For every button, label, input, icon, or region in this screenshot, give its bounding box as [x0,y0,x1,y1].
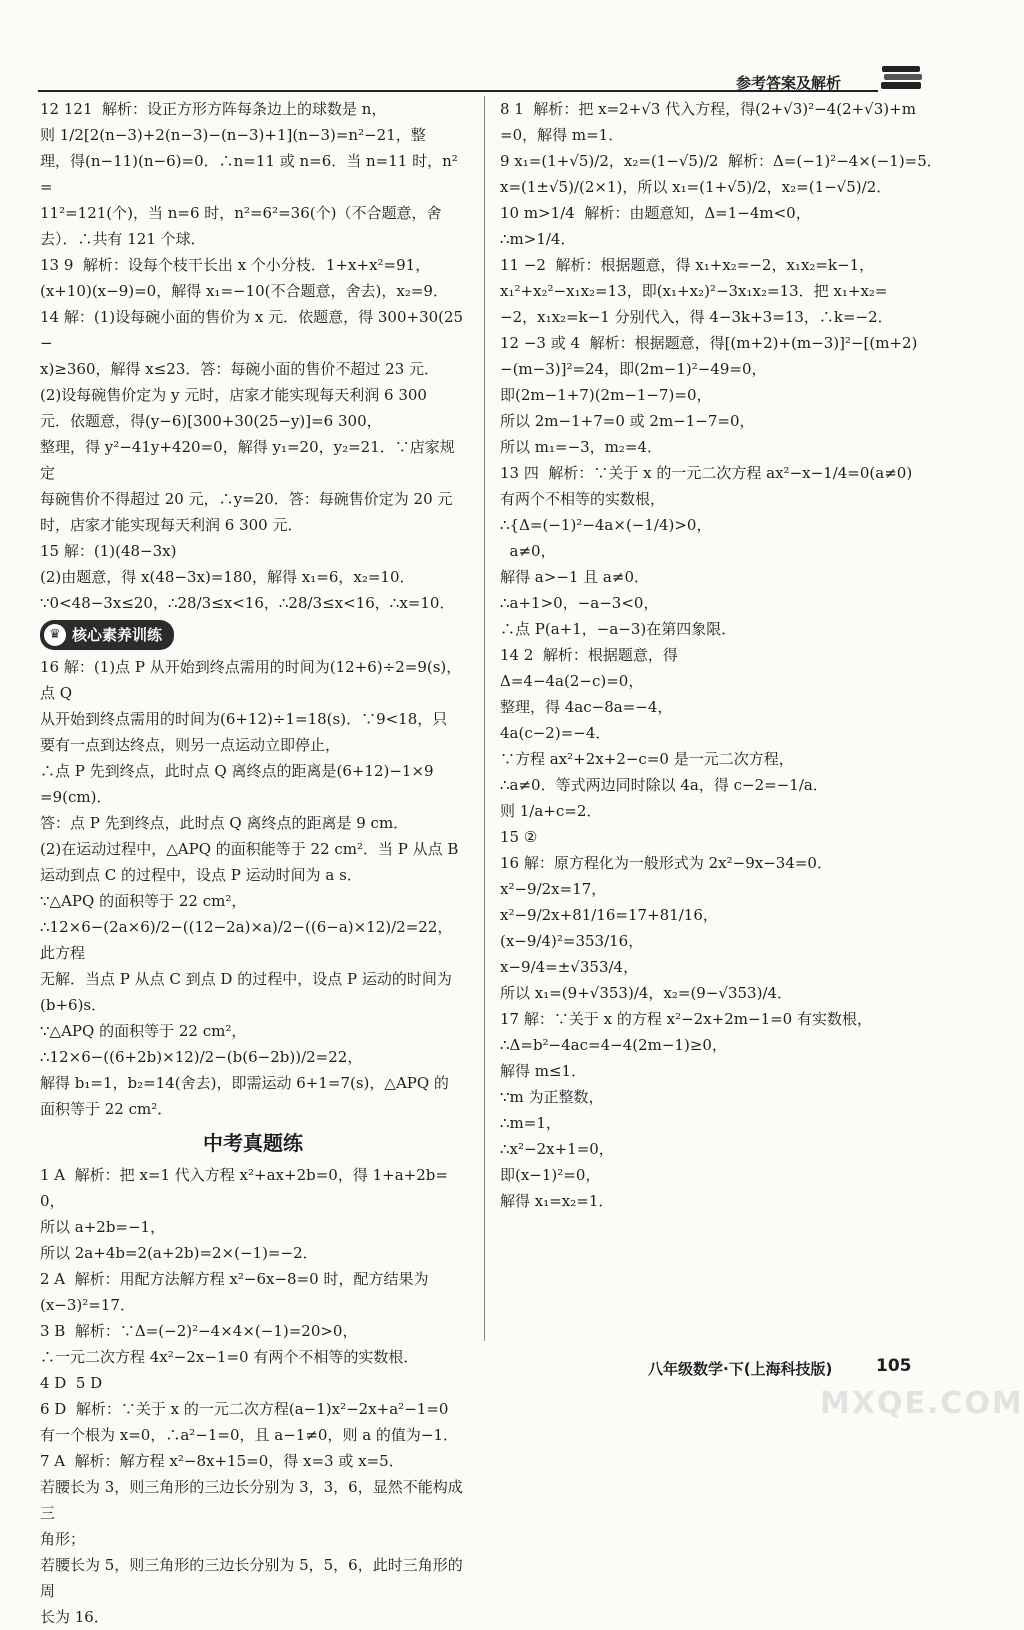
text-line: 15 解：(1)(48−3x) [40,542,177,560]
text-line: 长为 16． [40,1608,109,1626]
text-line: 10 m>1/4 解析：由题意知，Δ=1−4m<0， [500,204,811,222]
text-line: (x+10)(x−9)=0，解得 x₁=−10(不合题意，舍去)，x₂=9． [40,282,448,300]
header-title: 参考答案及解析 [736,74,842,92]
text-line: 6 D 解析：∵关于 x 的一元二次方程(a−1)x²−2x+a²−1=0 [40,1400,449,1418]
text-line: x²−9/2x+81/16=17+81/16， [500,906,718,924]
page-number: 105 [876,1356,912,1376]
text-line: 整理，得 4ac−8a=−4， [500,698,673,716]
badge-label: 核心素养训练 [72,626,163,644]
text-line: 从开始到终点需用的时间为(6+12)÷1=18(s)．∵9<18，只 [40,710,448,728]
text-line: ∴12×6−((6+2b)×12)/2−(b(6−2b))/2=22， [40,1048,363,1066]
core-literacy-badge [40,620,174,650]
watermark-logo: MXQE.COM [820,1386,1024,1421]
text-line: 整理，得 y²−41y+420=0，解得 y₁=20，y₂=21．∵店家规定 [40,438,455,482]
text-line: x₁²+x₂²−x₁x₂=13，即(x₁+x₂)²−3x₁x₂=13．把 x₁+x₂= [500,282,888,300]
text-line: 时，店家才能实现每天利润 6 300 元． [40,516,303,534]
text-line: ∴x²−2x+1=0， [500,1140,614,1158]
text-line: x)≥360，解得 x≤23．答：每碗小面的售价不超过 23 元． [40,360,440,378]
text-line: 13 9 解析：设每个枝干长出 x 个小分枝．1+x+x²=91， [40,256,431,274]
text-line: 14 解：(1)设每碗小面的售价为 x 元．依题意，得 300+30(25− [40,308,464,352]
text-line: 7 A 解析：解方程 x²−8x+15=0，得 x=3 或 x=5． [40,1452,404,1470]
text-line: 则 1/2[2(n−3)+2(n−3)−(n−3)+1](n−3)=n²−21，整 [40,126,426,144]
text-line: ∴Δ=b²−4ac=4−4(2m−1)≥0， [500,1036,727,1054]
text-line: 解得 m≤1． [500,1062,587,1080]
text-line: ∵方程 ax²+2x+2−c=0 是一元二次方程， [500,750,794,768]
left-column [40,96,466,1630]
text-line: 8 1 解析：把 x=2+√3 代入方程，得(2+√3)²−4(2+√3)+m [500,100,916,118]
text-line: 运动到点 C 的过程中，设点 P 运动时间为 a s． [40,866,362,884]
text-line: (x−3)²=17． [40,1296,135,1314]
text-line: (b+6)s． [40,996,107,1014]
text-line: 面积等于 22 cm²． [40,1100,173,1118]
text-line: ∴m>1/4． [500,230,576,248]
text-line: 有两个不相等的实数根， [500,490,666,508]
text-line: (2)设每碗售价定为 y 元时，店家才能实现每天利润 6 300 [40,386,427,404]
text-line: 16 解：(1)点 P 从开始到终点需用的时间为(12+6)÷2=9(s)，点 Q [40,658,462,702]
text-line: 所以 m₁=−3，m₂=4． [500,438,663,456]
text-line: ∵△APQ 的面积等于 22 cm²， [40,892,247,910]
text-line: 2 A 解析：用配方法解方程 x²−6x−8=0 时，配方结果为 [40,1270,429,1288]
text-line: 4a(c−2)=−4． [500,724,611,742]
text-line: 理，得(n−11)(n−6)=0．∴n=11 或 n=6．当 n=11 时，n²= [40,152,458,196]
text-line: 有一个根为 x=0，∴a²−1=0，且 a−1≠0，则 a 的值为−1． [40,1426,459,1444]
text-line: 无解．当点 P 从点 C 到点 D 的过程中，设点 P 运动的时间为 [40,970,452,988]
text-line: ∵△APQ 的面积等于 22 cm²， [40,1022,247,1040]
text-line: 3 B 解析：∵Δ=(−2)²−4×4×(−1)=20>0， [40,1322,358,1340]
text-line: 13 四 解析：∵关于 x 的一元二次方程 ax²−x−1/4=0(a≠0) [500,464,913,482]
text-line: 解得 b₁=1，b₂=14(舍去)，即需运动 6+1=7(s)，△APQ 的 [40,1074,449,1092]
text-line: 11 −2 解析：根据题意，得 x₁+x₂=−2，x₁x₂=k−1， [500,256,875,274]
text-line: =0，解得 m=1． [500,126,624,144]
text-line: ∵0<48−3x≤20，∴28/3≤x<16，∴28/3≤x<16，∴x=10． [40,594,455,612]
text-line: ∵m 为正整数， [500,1088,604,1106]
right-column [500,96,950,1214]
text-line: 要有一点到达终点，则另一点运动立即停止， [40,736,341,754]
text-line: 所以 x₁=(9+√353)/4，x₂=(9−√353)/4． [500,984,793,1002]
text-line: 即(x−1)²=0， [500,1166,601,1184]
text-line: 角形； [40,1530,86,1548]
text-line: ∴m=1， [500,1114,561,1132]
text-line: 11²=121(个)，当 n=6 时，n²=6²=36(个)（不合题意，舍 [40,204,442,222]
book-stack-icon [880,64,924,92]
text-line: ∴{Δ=(−1)²−4a×(−1/4)>0， [500,516,712,534]
text-line: x−9/4=±√353/4， [500,958,639,976]
text-line: ∴一元二次方程 4x²−2x−1=0 有两个不相等的实数根． [40,1348,419,1366]
text-line: 14 2 解析：根据题意，得 [500,646,678,664]
text-line: 所以 2m−1+7=0 或 2m−1−7=0， [500,412,755,430]
text-line: 12 121 解析：设正方形方阵每条边上的球数是 n， [40,100,387,118]
text-line: 则 1/a+c=2． [500,802,602,820]
column-divider [484,96,485,1341]
text-line: 答：点 P 先到终点，此时点 Q 离终点的距离是 9 cm． [40,814,409,832]
text-line: ∴点 P 先到终点，此时点 Q 离终点的距离是(6+12)−1×9 [40,762,434,780]
text-line: 元．依题意，得(y−6)[300+30(25−y)]=6 300， [40,412,382,430]
text-line: ∴点 P(a+1，−a−3)在第四象限． [500,620,737,638]
text-line: −(m−3)]²=24，即(2m−1)²−49=0， [500,360,767,378]
text-line: 15 ② [500,828,538,846]
text-line: 即(2m−1+7)(2m−1−7)=0， [500,386,712,404]
text-line: a≠0， [500,542,556,560]
crown-icon: ♛ [44,624,66,646]
text-line: Δ=4−4a(2−c)=0， [500,672,644,690]
text-line: ∴a+1>0，−a−3<0， [500,594,659,612]
text-line: 解得 a>−1 且 a≠0． [500,568,649,586]
text-line: 9 x₁=(1+√5)/2，x₂=(1−√5)/2 解析：Δ=(−1)²−4×(−1)=5． [500,152,942,170]
text-line: ∴12×6−(2a×6)/2−((12−2a)×a)/2−((6−a)×12)/2=22，此方程 [40,918,453,962]
text-line: 去）．∴共有 121 个球． [40,230,206,248]
text-line: −2，x₁x₂=k−1 分别代入，得 4−3k+3=13，∴k=−2． [500,308,893,326]
text-line: 1 A 解析：把 x=1 代入方程 x²+ax+2b=0，得 1+a+2b=0， [40,1166,448,1210]
text-line: 每碗售价不得超过 20 元，∴y=20．答：每碗售价定为 20 元 [40,490,453,508]
text-line: x=(1±√5)/(2×1)，所以 x₁=(1+√5)/2，x₂=(1−√5)/2． [500,178,892,196]
text-line: (x−9/4)²=353/16， [500,932,644,950]
section-title: 中考真题练 [203,1131,303,1155]
text-line: 16 解：原方程化为一般形式为 2x²−9x−34=0． [500,854,832,872]
text-line: =9(cm)． [40,788,112,806]
text-line: 所以 a+2b=−1， [40,1218,166,1236]
text-line: 所以 2a+4b=2(a+2b)=2×(−1)=−2． [40,1244,318,1262]
header-rule [38,90,878,92]
text-line: (2)由题意，得 x(48−3x)=180，解得 x₁=6，x₂=10． [40,568,415,586]
text-line: ∴a≠0．等式两边同时除以 4a，得 c−2=−1/a． [500,776,828,794]
text-line: 12 −3 或 4 解析：根据题意，得[(m+2)+(m−3)]²−[(m+2) [500,334,918,352]
text-line: 解得 x₁=x₂=1． [500,1192,614,1210]
text-line: 若腰长为 3，则三角形的三边长分别为 3，3，6，显然不能构成三 [40,1478,463,1522]
text-line: (2)在运动过程中，△APQ 的面积能等于 22 cm²．当 P 从点 B [40,840,459,858]
footer-book-title: 八年级数学·下(上海科技版) [648,1360,833,1378]
text-line: 17 解：∵关于 x 的方程 x²−2x+2m−1=0 有实数根， [500,1010,872,1028]
text-line: 4 D 5 D [40,1374,103,1392]
text-line: x²−9/2x=17， [500,880,607,898]
text-line: 若腰长为 5，则三角形的三边长分别为 5，5，6，此时三角形的周 [40,1556,463,1600]
